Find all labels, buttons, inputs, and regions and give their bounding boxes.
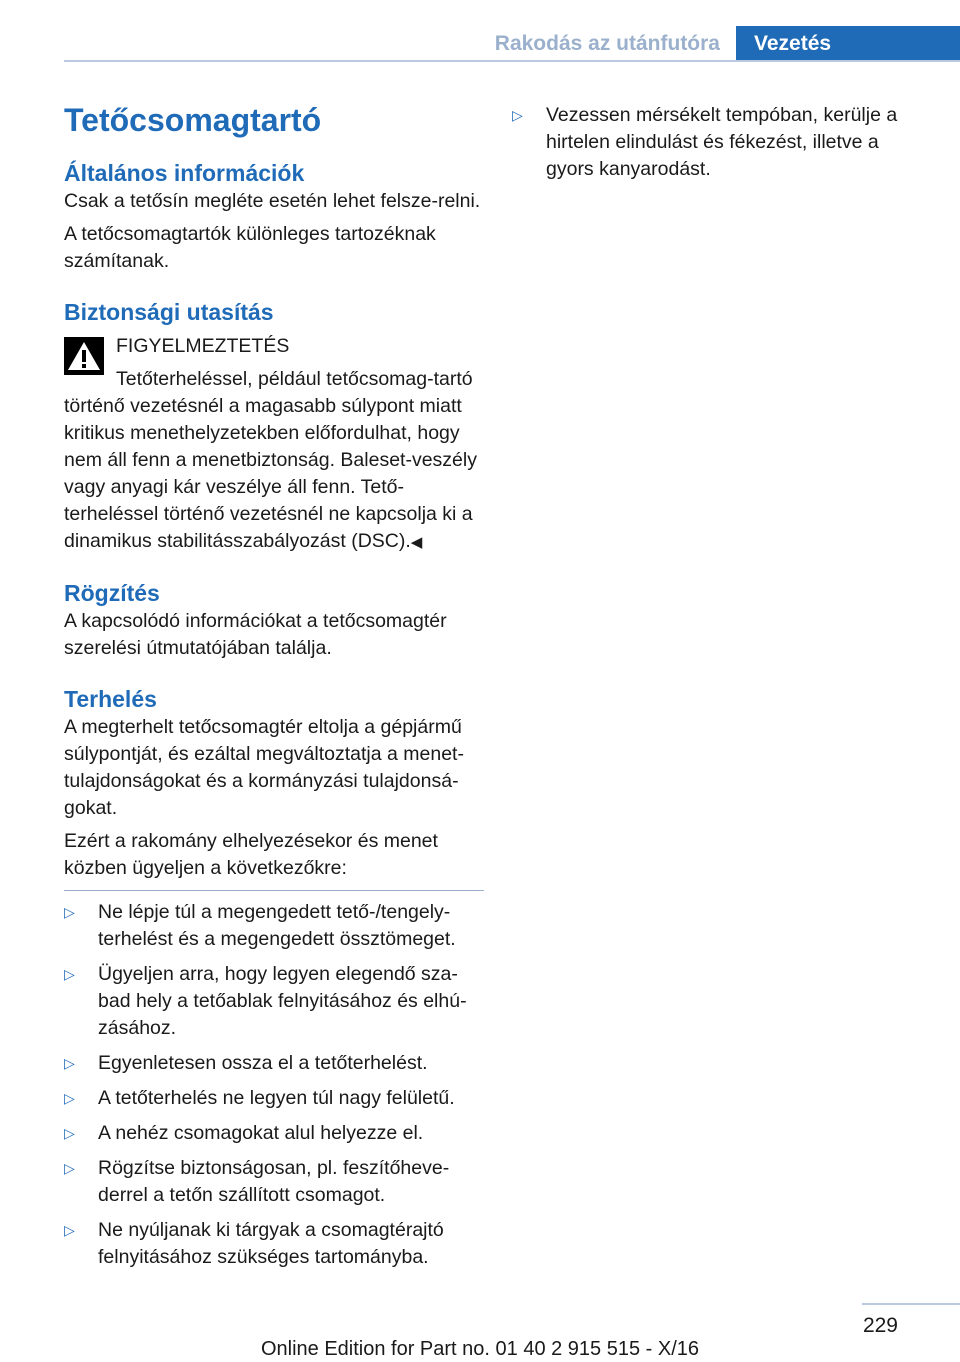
bullet-triangle-icon: ▷ xyxy=(64,1160,75,1176)
header-chapter-tab: Vezetés xyxy=(736,26,960,62)
right-column xyxy=(512,102,912,183)
end-mark-icon: ◀ xyxy=(410,534,423,551)
fixing-paragraph: A kapcsolódó információkat a tetőcsomagtér szerelési útmutatójában találja. xyxy=(64,610,447,659)
warning-block xyxy=(64,333,484,556)
general-info-paragraph-2: A tetőcsomagtartók különleges tartozéknak számítanak. xyxy=(64,223,436,272)
page-number: 229 xyxy=(862,1314,898,1337)
bullet-triangle-icon: ▷ xyxy=(64,904,75,920)
warning-title: FIGYELMEZTETÉS xyxy=(116,335,290,357)
footer-edition: Online Edition for Part no. 01 40 2 915 515 - X/16 xyxy=(260,1338,700,1360)
loading-paragraph-1: A megterhelt tetőcsomagtér eltolja a gépjármű súlypontját, és ezáltal megváltoztatja a menet-tulajdonságokat és a kormányzási tulajdonsá-gokat. xyxy=(64,716,464,819)
list-item: ▷ A nehéz csomagokat alul helyezze el. xyxy=(64,1120,484,1147)
warning-triangle-icon xyxy=(64,337,104,375)
right-bullet-list xyxy=(512,102,912,183)
bullet-triangle-icon: ▷ xyxy=(64,966,75,982)
header-section-title: Rakodás az utánfutóra xyxy=(494,32,720,55)
bullet-triangle-icon: ▷ xyxy=(64,1090,75,1106)
safety-heading: Biztonsági utasítás xyxy=(64,299,274,325)
fixing-heading: Rögzítés xyxy=(64,580,160,606)
loading-bullet-list xyxy=(64,899,484,1271)
list-item: ▷ A tetőterhelés ne legyen túl nagy felületű. xyxy=(64,1085,484,1112)
loading-heading: Terhelés xyxy=(64,686,157,712)
bullet-triangle-icon: ▷ xyxy=(64,1055,75,1071)
list-item: ▷ Ügyeljen arra, hogy legyen elegendő sza-bad hely a tetőablak felnyitásához és elhú-zásához. xyxy=(64,963,467,1039)
bullet-triangle-icon: ▷ xyxy=(64,1222,75,1238)
general-info-heading: Általános információk xyxy=(64,160,305,186)
list-item: ▷ Ne lépje túl a megengedett tető-/tengely-terhelést és a megengedett össztömeget. xyxy=(64,901,456,950)
warning-text: Tetőterheléssel, például tetőcsomag-tartó történő vezetésnél a magasabb súlypont miatt kritikus menethelyzetekben előfordulhat, hogy nem áll fenn a menetbiztonság. Baleset-veszély vagy anyagi kár veszélye áll fenn. Tető-terheléssel történő vezetésnél ne kapcsolja ki a dinamikus stabilitásszabályozást (DSC).◀ xyxy=(64,368,477,552)
footer-divider xyxy=(862,1303,960,1305)
loading-paragraph-2: Ezért a rakomány elhelyezésekor és menet közben ügyeljen a következőkre: xyxy=(64,830,438,879)
page-title: Tetőcsomagtartó xyxy=(64,102,322,138)
list-item: ▷ Rögzítse biztonságosan, pl. feszítőheve-derrel a tetőn szállított csomagot. xyxy=(64,1157,450,1206)
list-divider xyxy=(64,890,484,891)
bullet-triangle-icon: ▷ xyxy=(512,107,523,123)
general-info-paragraph-1: Csak a tetősín megléte esetén lehet felsze-relni. xyxy=(64,190,481,212)
list-item: ▷ Egyenletesen ossza el a tetőterhelést. xyxy=(64,1050,484,1077)
bullet-triangle-icon: ▷ xyxy=(64,1125,75,1141)
header-divider xyxy=(64,60,960,62)
left-column xyxy=(64,98,484,1271)
list-item: ▷ Vezessen mérsékelt tempóban, kerülje a hirtelen elindulást és fékezést, illetve a gyors kanyarodást. xyxy=(512,104,898,180)
list-item: ▷ Ne nyúljanak ki tárgyak a csomagtérajtó felnyitásához szükséges tartományba. xyxy=(64,1219,444,1268)
